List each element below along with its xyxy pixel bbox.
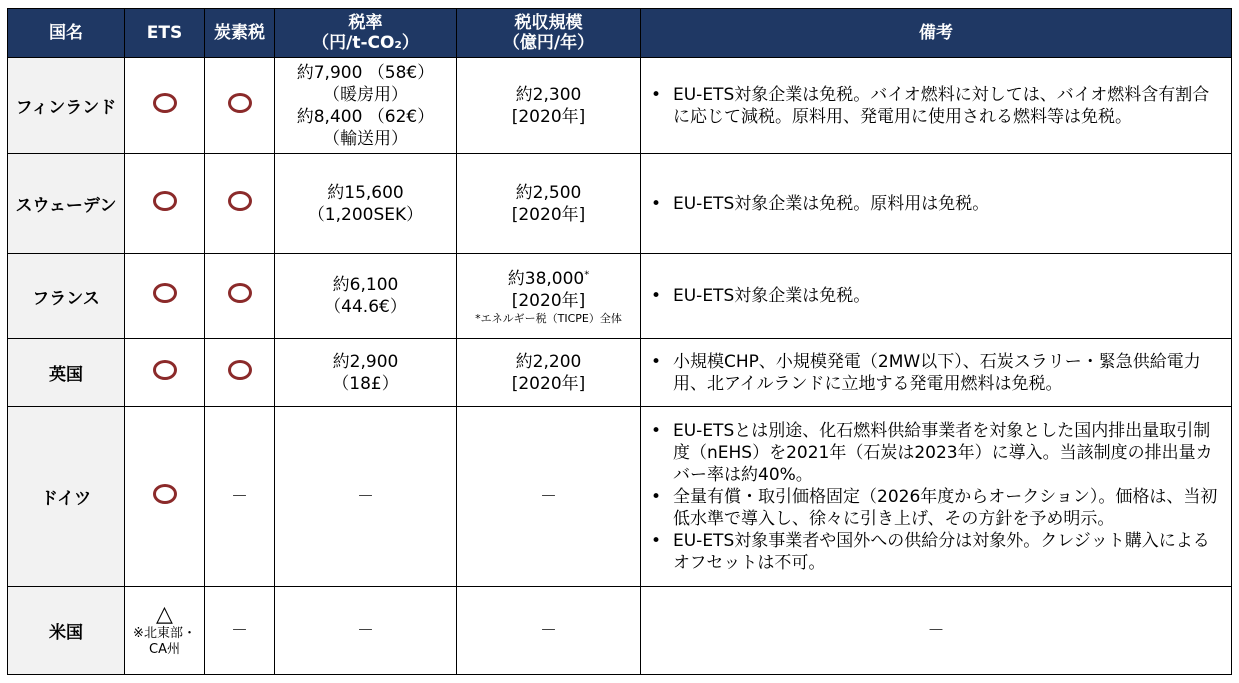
tax-rate-line: 約2,900 (332, 351, 399, 372)
tax-rate-line: 約6,100 (332, 275, 399, 295)
revenue-line: [2020年] (511, 204, 586, 225)
notes-cell (641, 407, 1232, 587)
notes-cell (641, 154, 1232, 254)
carbon-pricing-table (7, 8, 1232, 675)
revenue-cell (457, 587, 641, 675)
dash-mark: － (357, 620, 374, 641)
header-tax-rate-unit: （円/t-CO₂） (312, 33, 419, 53)
header-notes: 備考 (641, 9, 1232, 58)
ets-cell (125, 339, 205, 407)
country-cell: 英国 (8, 339, 125, 407)
country-cell: スウェーデン (8, 154, 125, 254)
tax-rate-line: （暖房用） (323, 84, 408, 105)
notes-cell (641, 254, 1232, 339)
note-item: • EU-ETS対象企業は免税。 (647, 285, 1225, 307)
ets-note: ※北東部・CA州 (133, 625, 196, 657)
tax-rate-cell (275, 587, 457, 675)
note-item: • 小規模CHP、小規模発電（2MW以下）、石炭スラリー・緊急供給電力用、北アイルランドに立地する発電用燃料は免税。 (647, 351, 1225, 395)
revenue-line: 約2,300 (515, 84, 582, 105)
circle-mark-icon (228, 360, 252, 380)
dash-mark: － (231, 486, 248, 507)
table-row-germany (8, 407, 1232, 587)
circle-mark-icon (153, 484, 177, 504)
country-cell: 米国 (8, 587, 125, 675)
tax-rate-line: 約8,400 （62€） (296, 106, 435, 127)
circle-mark-icon (228, 93, 252, 113)
revenue-line: 約2,200 (515, 351, 582, 372)
revenue-line: [2020年] (511, 106, 586, 127)
tax-rate-line: 約7,900 （58€） (296, 62, 435, 83)
circle-mark-icon (153, 360, 177, 380)
header-revenue-unit: （億円/年） (502, 33, 595, 53)
header-country: 国名 (8, 9, 125, 58)
dash-mark: － (231, 620, 248, 641)
dash-mark: － (540, 620, 557, 641)
header-carbon-tax: 炭素税 (205, 9, 275, 58)
country-cell: ドイツ (8, 407, 125, 587)
note-item: • EU-ETS対象企業は免税。原料用は免税。 (647, 193, 1225, 215)
circle-mark-icon (153, 191, 177, 211)
note-item: • 全量有償・取引価格固定（2026年度からオークション）。価格は、当初低水準で導入し、徐々に引き上げ、その方針を予め明示。 (647, 486, 1225, 530)
ets-cell (125, 587, 205, 675)
carbon-tax-cell (205, 58, 275, 154)
revenue-cell (457, 254, 641, 339)
dash-mark: － (540, 486, 557, 507)
header-tax-rate-label: 税率 (348, 13, 383, 33)
carbon-tax-cell (205, 154, 275, 254)
circle-mark-icon (228, 191, 252, 211)
revenue-line: [2020年] (511, 373, 586, 394)
header-tax-rate (275, 9, 457, 58)
revenue-line (457, 268, 640, 290)
revenue-cell (457, 154, 641, 254)
carbon-tax-cell (205, 339, 275, 407)
dash-mark: － (927, 620, 945, 641)
carbon-tax-cell (205, 587, 275, 675)
revenue-footnote-mark: * (584, 268, 590, 280)
tax-rate-line: 約15,600 (327, 182, 404, 203)
note-item: • EU-ETS対象企業は免税。バイオ燃料に対しては、バイオ燃料含有割合に応じて減税。原料用、発電用に使用される燃料等は免税。 (647, 84, 1225, 128)
ets-cell (125, 154, 205, 254)
tax-rate-line: （1,200SEK） (307, 204, 424, 225)
ets-cell (125, 407, 205, 587)
tax-rate-cell (275, 254, 457, 339)
tax-rate-line: （輸送用） (323, 128, 408, 149)
tax-rate-cell (275, 407, 457, 587)
carbon-tax-cell (205, 407, 275, 587)
revenue-cell (457, 339, 641, 407)
ets-cell (125, 254, 205, 339)
ets-cell (125, 58, 205, 154)
note-item: • EU-ETSとは別途、化石燃料供給事業者を対象とした国内排出量取引制度（nEHS）を2021年（石炭は2023年）に導入。当該制度の排出量カバー率は約40%。 (647, 420, 1225, 486)
tax-rate-line: （44.6€） (324, 297, 407, 317)
country-cell: フィンランド (8, 58, 125, 154)
header-revenue (457, 9, 641, 58)
header-revenue-label: 税収規模 (514, 13, 583, 33)
revenue-footnote: *エネルギー税（TICPE）全体 (475, 311, 622, 325)
header-row (8, 9, 1232, 58)
carbon-tax-cell (205, 254, 275, 339)
country-cell: フランス (8, 254, 125, 339)
tax-rate-cell (275, 339, 457, 407)
revenue-cell (457, 58, 641, 154)
revenue-line: [2020年] (511, 290, 586, 311)
notes-cell (641, 58, 1232, 154)
dash-mark: － (357, 486, 374, 507)
circle-mark-icon (153, 93, 177, 113)
tax-rate-line: （18£） (332, 373, 399, 394)
table-row-france (8, 254, 1232, 339)
notes-cell (641, 339, 1232, 407)
table-row-finland (8, 58, 1232, 154)
revenue-value: 約38,000 (507, 268, 585, 289)
circle-mark-icon (153, 283, 177, 303)
tax-rate-cell (275, 58, 457, 154)
table-row-uk (8, 339, 1232, 407)
circle-mark-icon (228, 283, 252, 303)
table-row-usa (8, 587, 1232, 675)
revenue-line: 約2,500 (515, 182, 582, 203)
triangle-mark-icon: △ (156, 601, 173, 627)
tax-rate-cell (275, 154, 457, 254)
table-row-sweden (8, 154, 1232, 254)
header-ets: ETS (125, 9, 205, 58)
note-item: • EU-ETS対象事業者や国外への供給分は対象外。クレジット購入によるオフセットは不可。 (647, 530, 1225, 574)
notes-cell (641, 587, 1232, 675)
revenue-cell (457, 407, 641, 587)
